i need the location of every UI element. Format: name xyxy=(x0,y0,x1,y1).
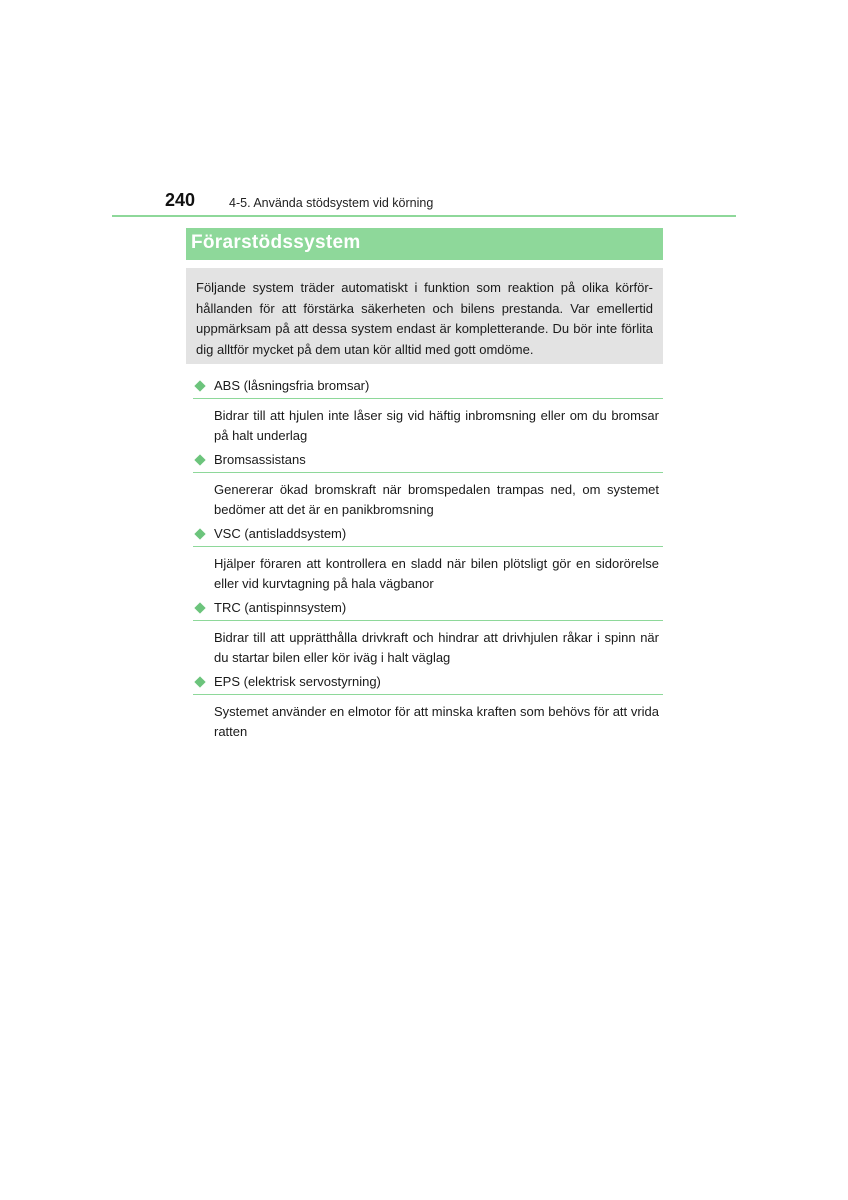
section-head xyxy=(193,672,663,695)
diamond-bullet-icon xyxy=(194,454,205,465)
section-body: Bidrar till att upprätthålla drivkraft och hindrar att drivhjulen råkar i spinn när du startar bilen eller kör iväg i halt väglag xyxy=(214,630,659,665)
diamond-bullet-icon xyxy=(194,602,205,613)
section-body: Systemet använder en elmotor för att minska kraften som behövs för att vrida ratten xyxy=(214,704,659,739)
section-trc xyxy=(193,598,663,672)
section-title: EPS (elektrisk servostyrning) xyxy=(214,674,381,689)
diamond-bullet-icon xyxy=(194,380,205,391)
section-bromsassistans xyxy=(193,450,663,524)
intro-text: Följande system träder automatiskt i funktion som reaktion på olika körför-hållanden för att förstärka säkerheten och bilens prestanda. Var emellertid uppmärksam på att dessa system endast är kompletterande. Du bör inte förlita dig alltför mycket på dem utan kör alltid med gott omdöme. xyxy=(196,280,653,357)
diamond-bullet-icon xyxy=(194,528,205,539)
section-body: Bidrar till att hjulen inte låser sig vid häftig inbromsning eller om du bromsar på halt underlag xyxy=(214,408,659,443)
section-head xyxy=(193,450,663,473)
section-head xyxy=(193,598,663,621)
section-title: ABS (låsningsfria bromsar) xyxy=(214,378,370,393)
section-vsc xyxy=(193,524,663,598)
section-title: TRC (antispinnsystem) xyxy=(214,600,347,615)
section-body: Genererar ökad bromskraft när bromspedalen trampas ned, om systemet bedömer att det är en panikbromsning xyxy=(214,482,659,517)
running-head: 4-5. Använda stödsystem vid körning xyxy=(229,196,434,210)
section-title: VSC (antisladdsystem) xyxy=(214,526,347,541)
section-head xyxy=(193,524,663,547)
header-rule xyxy=(112,215,736,217)
title-bar xyxy=(186,228,663,260)
page-title: Förarstödssystem xyxy=(191,232,361,253)
diamond-bullet-icon xyxy=(194,676,205,687)
section-title: Bromsassistans xyxy=(214,452,306,467)
section-head xyxy=(193,376,663,399)
section-eps xyxy=(193,672,663,746)
page-number: 240 xyxy=(165,190,196,210)
intro-box xyxy=(186,268,663,364)
sections-list xyxy=(193,376,663,746)
section-body: Hjälper föraren att kontrollera en sladd när bilen plötsligt gör en sidorörelse eller vid kurvtagning på hala vägbanor xyxy=(214,556,659,591)
section-abs xyxy=(193,376,663,450)
